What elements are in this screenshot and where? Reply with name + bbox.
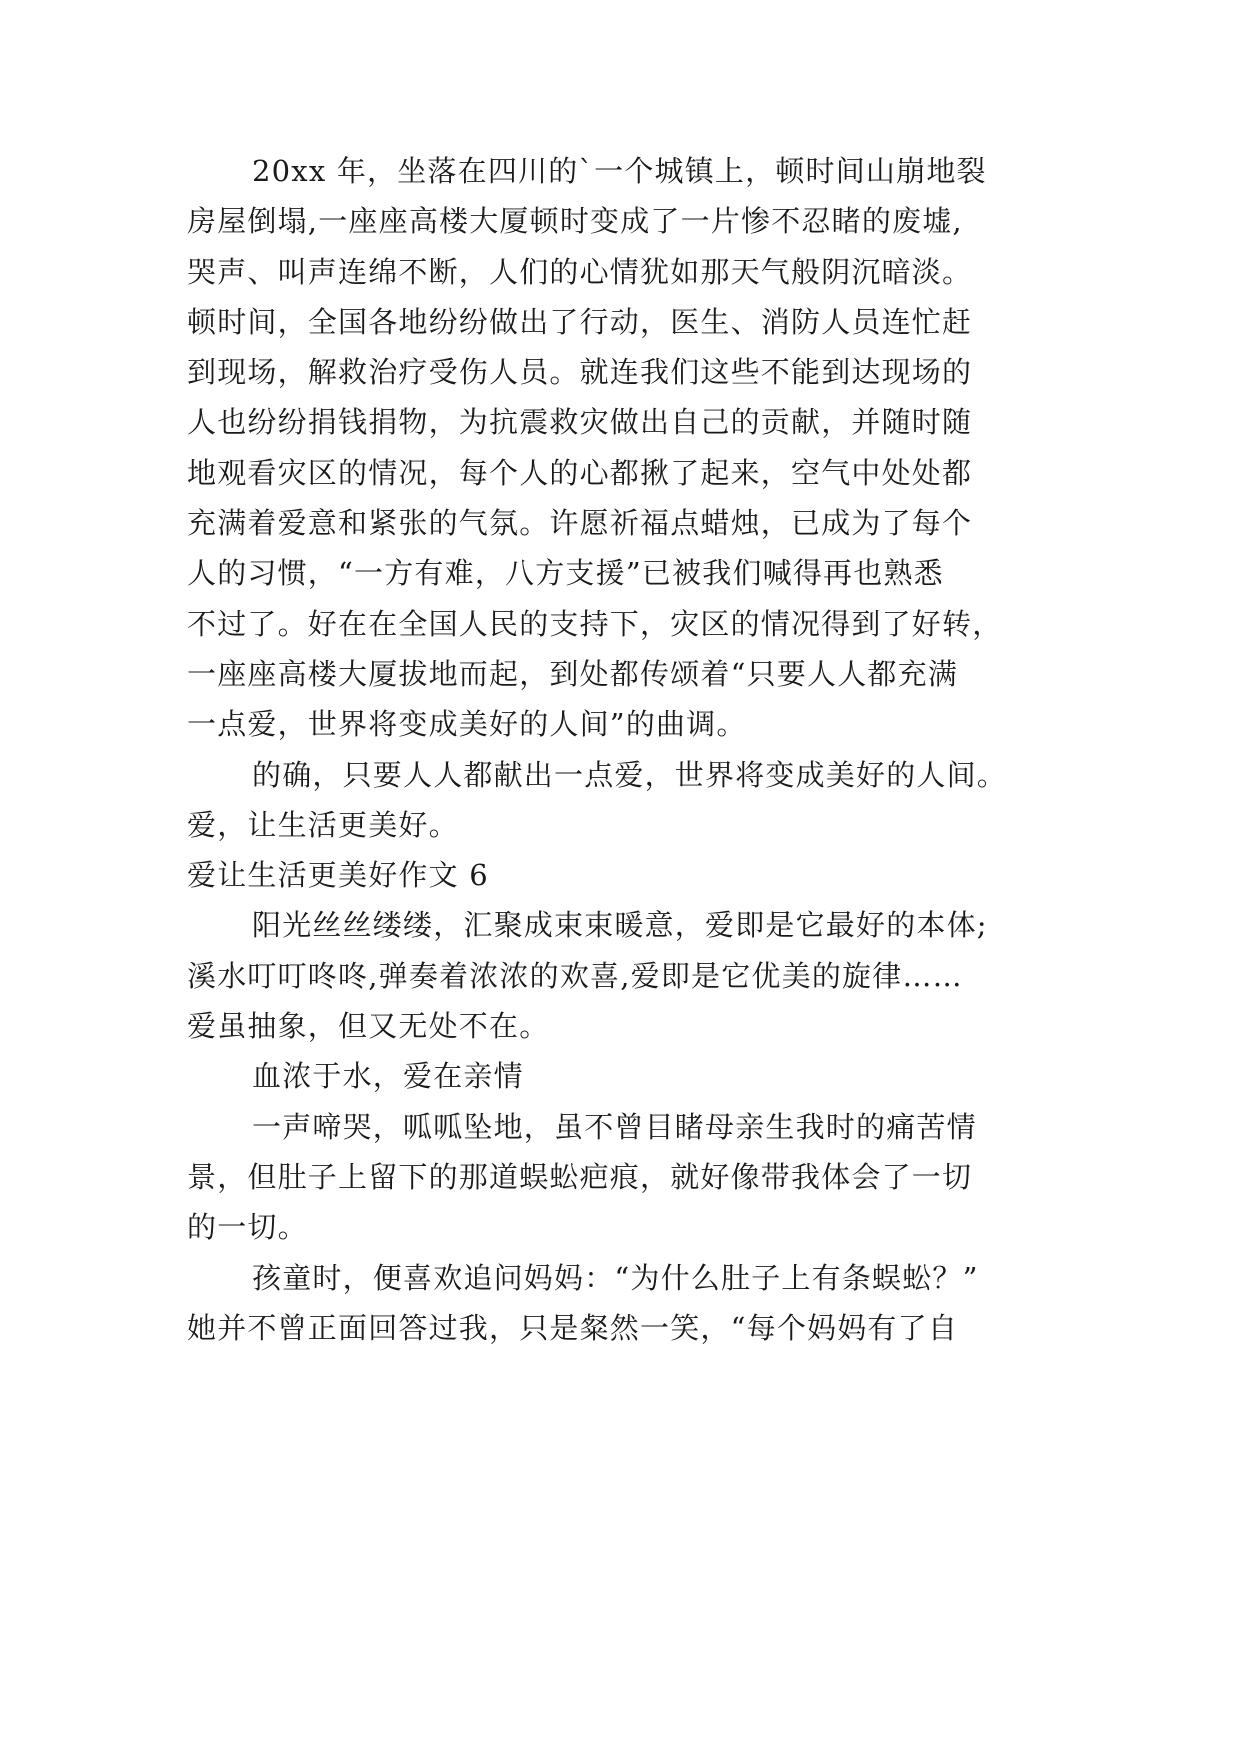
- paragraph-line: 景，但肚子上留下的那道蜈蚣疤痕，就好像带我体会了一切: [187, 1160, 973, 1194]
- subheading: 血浓于水，爱在亲情: [252, 1059, 524, 1093]
- paragraph-line: 的确，只要人人都献出一点爱，世界将变成美好的人间。: [252, 758, 1008, 792]
- paragraph-line: 哭声、叫声连绵不断，人们的心情犹如那天气般阴沉暗淡。: [187, 255, 973, 289]
- paragraph-line: 爱，让生活更美好。: [187, 808, 459, 842]
- paragraph-line: 的一切。: [187, 1210, 308, 1244]
- paragraph-line: 到现场，解救治疗受伤人员。就连我们这些不能到达现场的: [187, 355, 973, 389]
- paragraph-line: 房屋倒塌,一座座高楼大厦顿时变成了一片惨不忍睹的废墟,: [187, 204, 963, 238]
- paragraph-line: 人的习惯，“一方有难，八方支援”已被我们喊得再也熟悉: [187, 556, 944, 590]
- paragraph-line: 爱虽抽象，但又无处不在。: [187, 1009, 550, 1043]
- paragraph-line: 溪水叮叮咚咚,弹奏着浓浓的欢喜,爱即是它优美的旋律……: [187, 959, 963, 993]
- paragraph-line: 一声啼哭，呱呱坠地，虽不曾目睹母亲生我时的痛苦情: [252, 1110, 977, 1144]
- paragraph-line: 20xx 年，坐落在四川的`一个城镇上，顿时间山崩地裂: [252, 154, 987, 188]
- paragraph-line: 孩童时，便喜欢追问妈妈：“为什么肚子上有条蜈蚣？”: [252, 1261, 979, 1295]
- paragraph-line: 她并不曾正面回答过我，只是粲然一笑，“每个妈妈有了自: [187, 1311, 959, 1345]
- paragraph-line: 充满着爱意和紧张的气氛。许愿祈福点蜡烛，已成为了每个: [187, 506, 973, 540]
- section-title: 爱让生活更美好作文 6: [187, 858, 489, 892]
- paragraph-line: 顿时间，全国各地纷纷做出了行动，医生、消防人员连忙赶: [187, 305, 973, 339]
- paragraph-line: 地观看灾区的情况，每个人的心都揪了起来，空气中处处都: [187, 456, 973, 490]
- paragraph-line: 一座座高楼大厦拔地而起，到处都传颂着“只要人人都充满: [187, 657, 959, 691]
- paragraph-line: 人也纷纷捐钱捐物，为抗震救灾做出自己的贡献，并随时随: [187, 405, 973, 439]
- paragraph-line: 不过了。好在在全国人民的支持下，灾区的情况得到了好转，: [187, 607, 1003, 641]
- paragraph-line: 一点爱，世界将变成美好的人间”的曲调。: [187, 707, 747, 741]
- paragraph-line: 阳光丝丝缕缕，汇聚成束束暖意，爱即是它最好的本体;: [252, 908, 988, 942]
